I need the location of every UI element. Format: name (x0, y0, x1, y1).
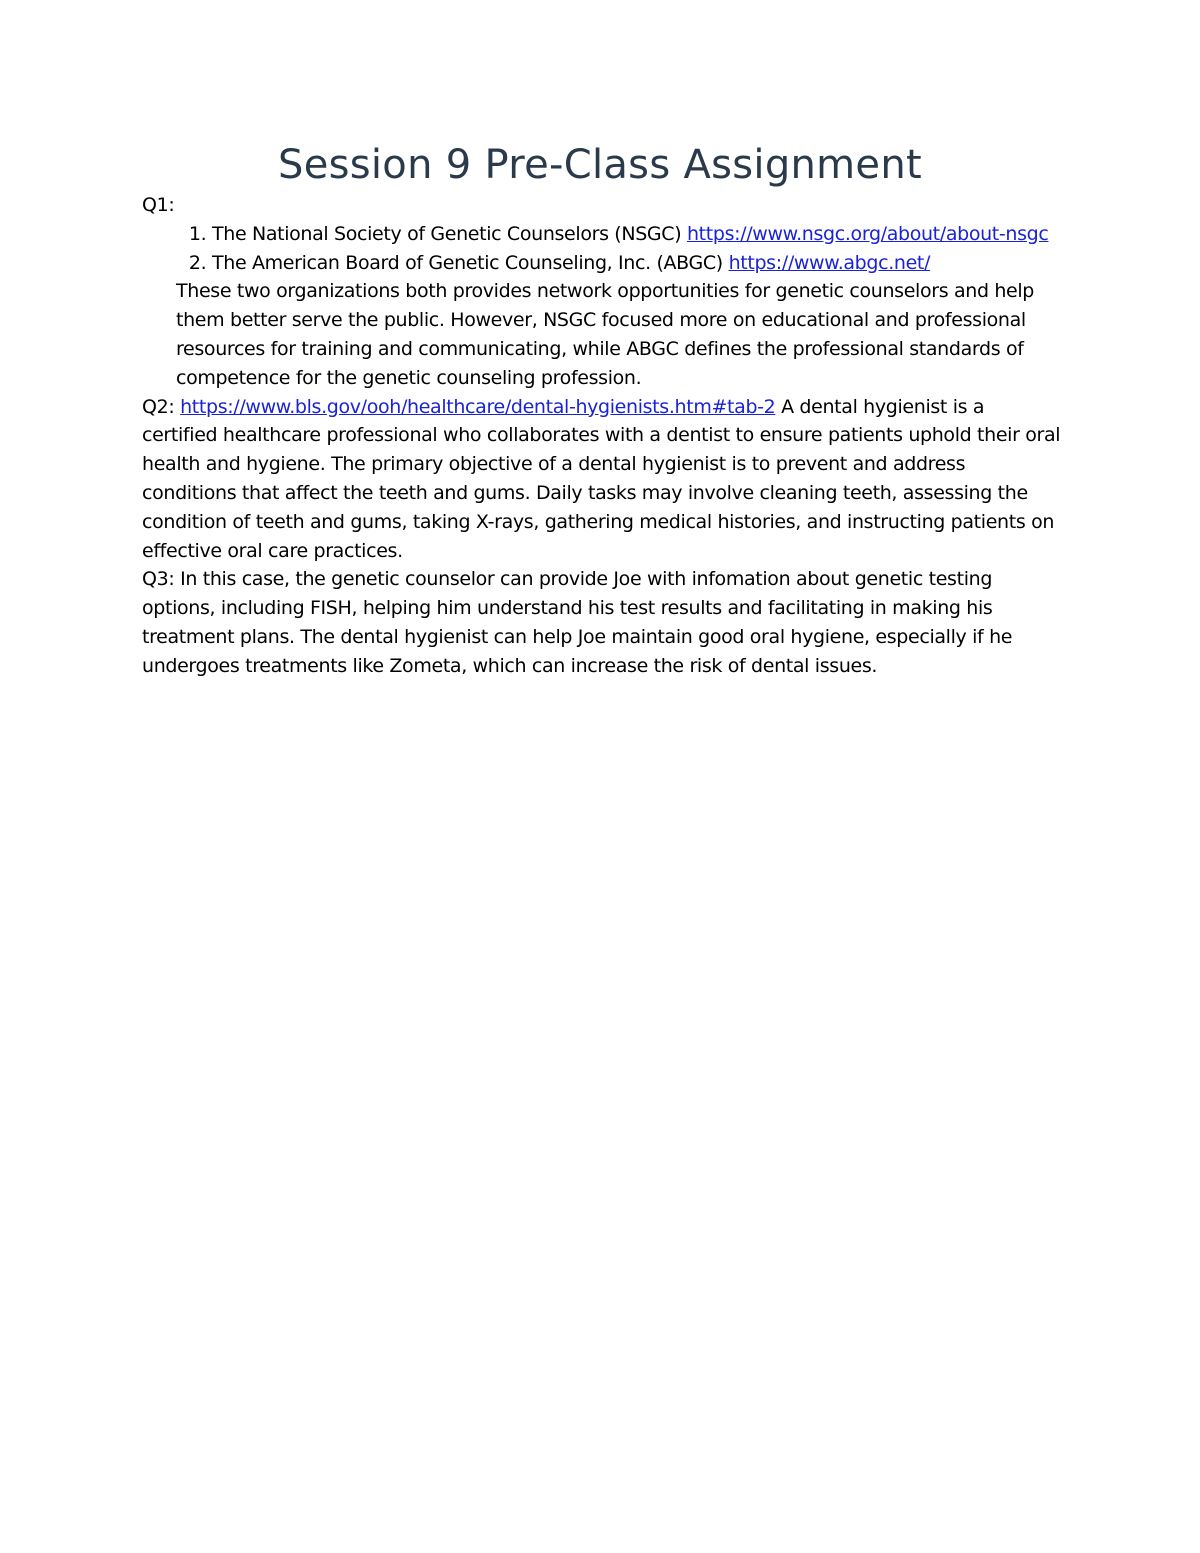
list-item (212, 249, 1062, 278)
q1-label: Q1: (142, 194, 175, 216)
document-title: Session 9 Pre-Class Assignment (278, 142, 922, 188)
organization-list (142, 220, 1062, 278)
q2-answer: A dental hygienist is a certified healthcare professional who collaborates with a dentist to ensure patients uphold their oral health and hygiene. The primary objective of a dental hygienist is to prevent and address conditions that affect the teeth and gums. Daily tasks may involve cleaning teeth, assessing the condition of teeth and gums, taking X-rays, gathering medical histories, and instructing patients on effective oral care practices. (142, 395, 1061, 562)
q2-paragraph (142, 393, 1062, 566)
abgc-link[interactable]: https://www.abgc.net/ (728, 251, 931, 274)
q3-paragraph (142, 565, 1062, 680)
q3-label: Q3: (142, 568, 181, 591)
nsgc-link[interactable]: https://www.nsgc.org/about/about-nsgc (686, 222, 1049, 245)
q3-answer: In this case, the genetic counselor can provide Joe with infomation about genetic testing options, including FISH, helping him understand his test results and facilitating in making his treatment plans. The dental hygienist can help Joe maintain good oral hygiene, especially if he undergoes treatments like Zometa, which can increase the risk of dental issues. (142, 568, 1013, 677)
list-item (212, 220, 1062, 249)
org-name: The National Society of Genetic Counselors (NSGC) (212, 222, 687, 245)
bls-link[interactable]: https://www.bls.gov/ooh/healthcare/dental-hygienists.htm#tab-2 (180, 395, 776, 418)
q1-answer: These two organizations both provides network opportunities for genetic counselors and help them better serve the public. However, NSGC focused more on educational and professional resources for training and communicating, while ABGC defines the professional standards of competence for the genetic counseling profession. (176, 280, 1035, 389)
org-name: The American Board of Genetic Counseling, Inc. (ABGC) (212, 251, 729, 274)
q2-label: Q2: (142, 395, 181, 418)
document-body (142, 191, 1062, 681)
